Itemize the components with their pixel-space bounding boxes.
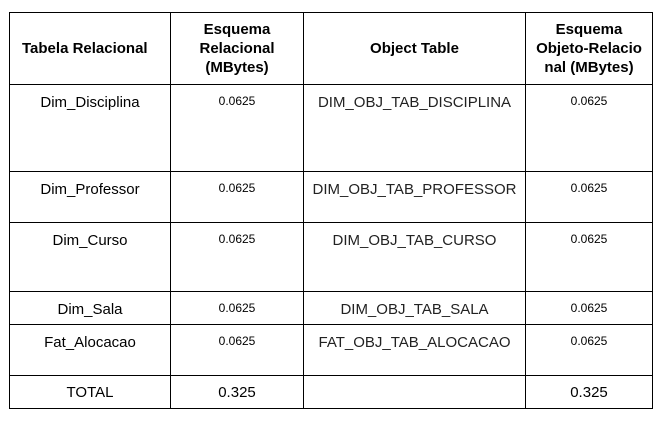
cell-tabela: Dim_Curso <box>10 223 171 292</box>
table-row <box>10 325 653 376</box>
cell-tabela: Dim_Professor <box>10 172 171 223</box>
cell-tabela: Dim_Sala <box>10 292 171 325</box>
cell-objeto-relacional-mb: 0.0625 <box>526 85 653 172</box>
cell-relacional-mb: 0.0625 <box>171 292 304 325</box>
cell-tabela: Dim_Disciplina <box>10 85 171 172</box>
header-tabela-relacional: Tabela Relacional <box>10 13 171 85</box>
header-line: nal (MBytes) <box>544 59 634 76</box>
cell-objeto-relacional-mb: 0.0625 <box>526 292 653 325</box>
cell-object-table: FAT_OBJ_TAB_ALOCACAO <box>304 325 526 376</box>
header-esquema-objeto-relacional <box>526 13 653 85</box>
cell-objeto-relacional-mb: 0.0625 <box>526 172 653 223</box>
table-row <box>10 223 653 292</box>
header-row <box>10 13 653 85</box>
cell-object-table: DIM_OBJ_TAB_DISCIPLINA <box>304 85 526 172</box>
total-row <box>10 376 653 409</box>
cell-objeto-relacional-mb: 0.0625 <box>526 223 653 292</box>
table-row <box>10 172 653 223</box>
cell-object-table: DIM_OBJ_TAB_CURSO <box>304 223 526 292</box>
total-object-table <box>304 376 526 409</box>
cell-relacional-mb: 0.0625 <box>171 325 304 376</box>
total-relacional-mb: 0.325 <box>171 376 304 409</box>
cell-relacional-mb: 0.0625 <box>171 223 304 292</box>
total-label: TOTAL <box>10 376 171 409</box>
table-row <box>10 85 653 172</box>
cell-tabela: Fat_Alocacao <box>10 325 171 376</box>
cell-objeto-relacional-mb: 0.0625 <box>526 325 653 376</box>
cell-relacional-mb: 0.0625 <box>171 172 304 223</box>
header-line: Esquema <box>203 21 271 38</box>
header-line: Esquema <box>555 21 623 38</box>
cell-object-table: DIM_OBJ_TAB_PROFESSOR <box>304 172 526 223</box>
header-line: Relacional <box>199 40 275 57</box>
header-esquema-relacional <box>171 13 304 85</box>
table-row <box>10 292 653 325</box>
header-object-table: Object Table <box>304 13 526 85</box>
header-line: (MBytes) <box>205 59 269 76</box>
cell-object-table: DIM_OBJ_TAB_SALA <box>304 292 526 325</box>
size-comparison-table <box>9 12 653 409</box>
header-line: Objeto-Relacio <box>536 40 642 57</box>
total-objeto-relacional-mb: 0.325 <box>526 376 653 409</box>
cell-relacional-mb: 0.0625 <box>171 85 304 172</box>
